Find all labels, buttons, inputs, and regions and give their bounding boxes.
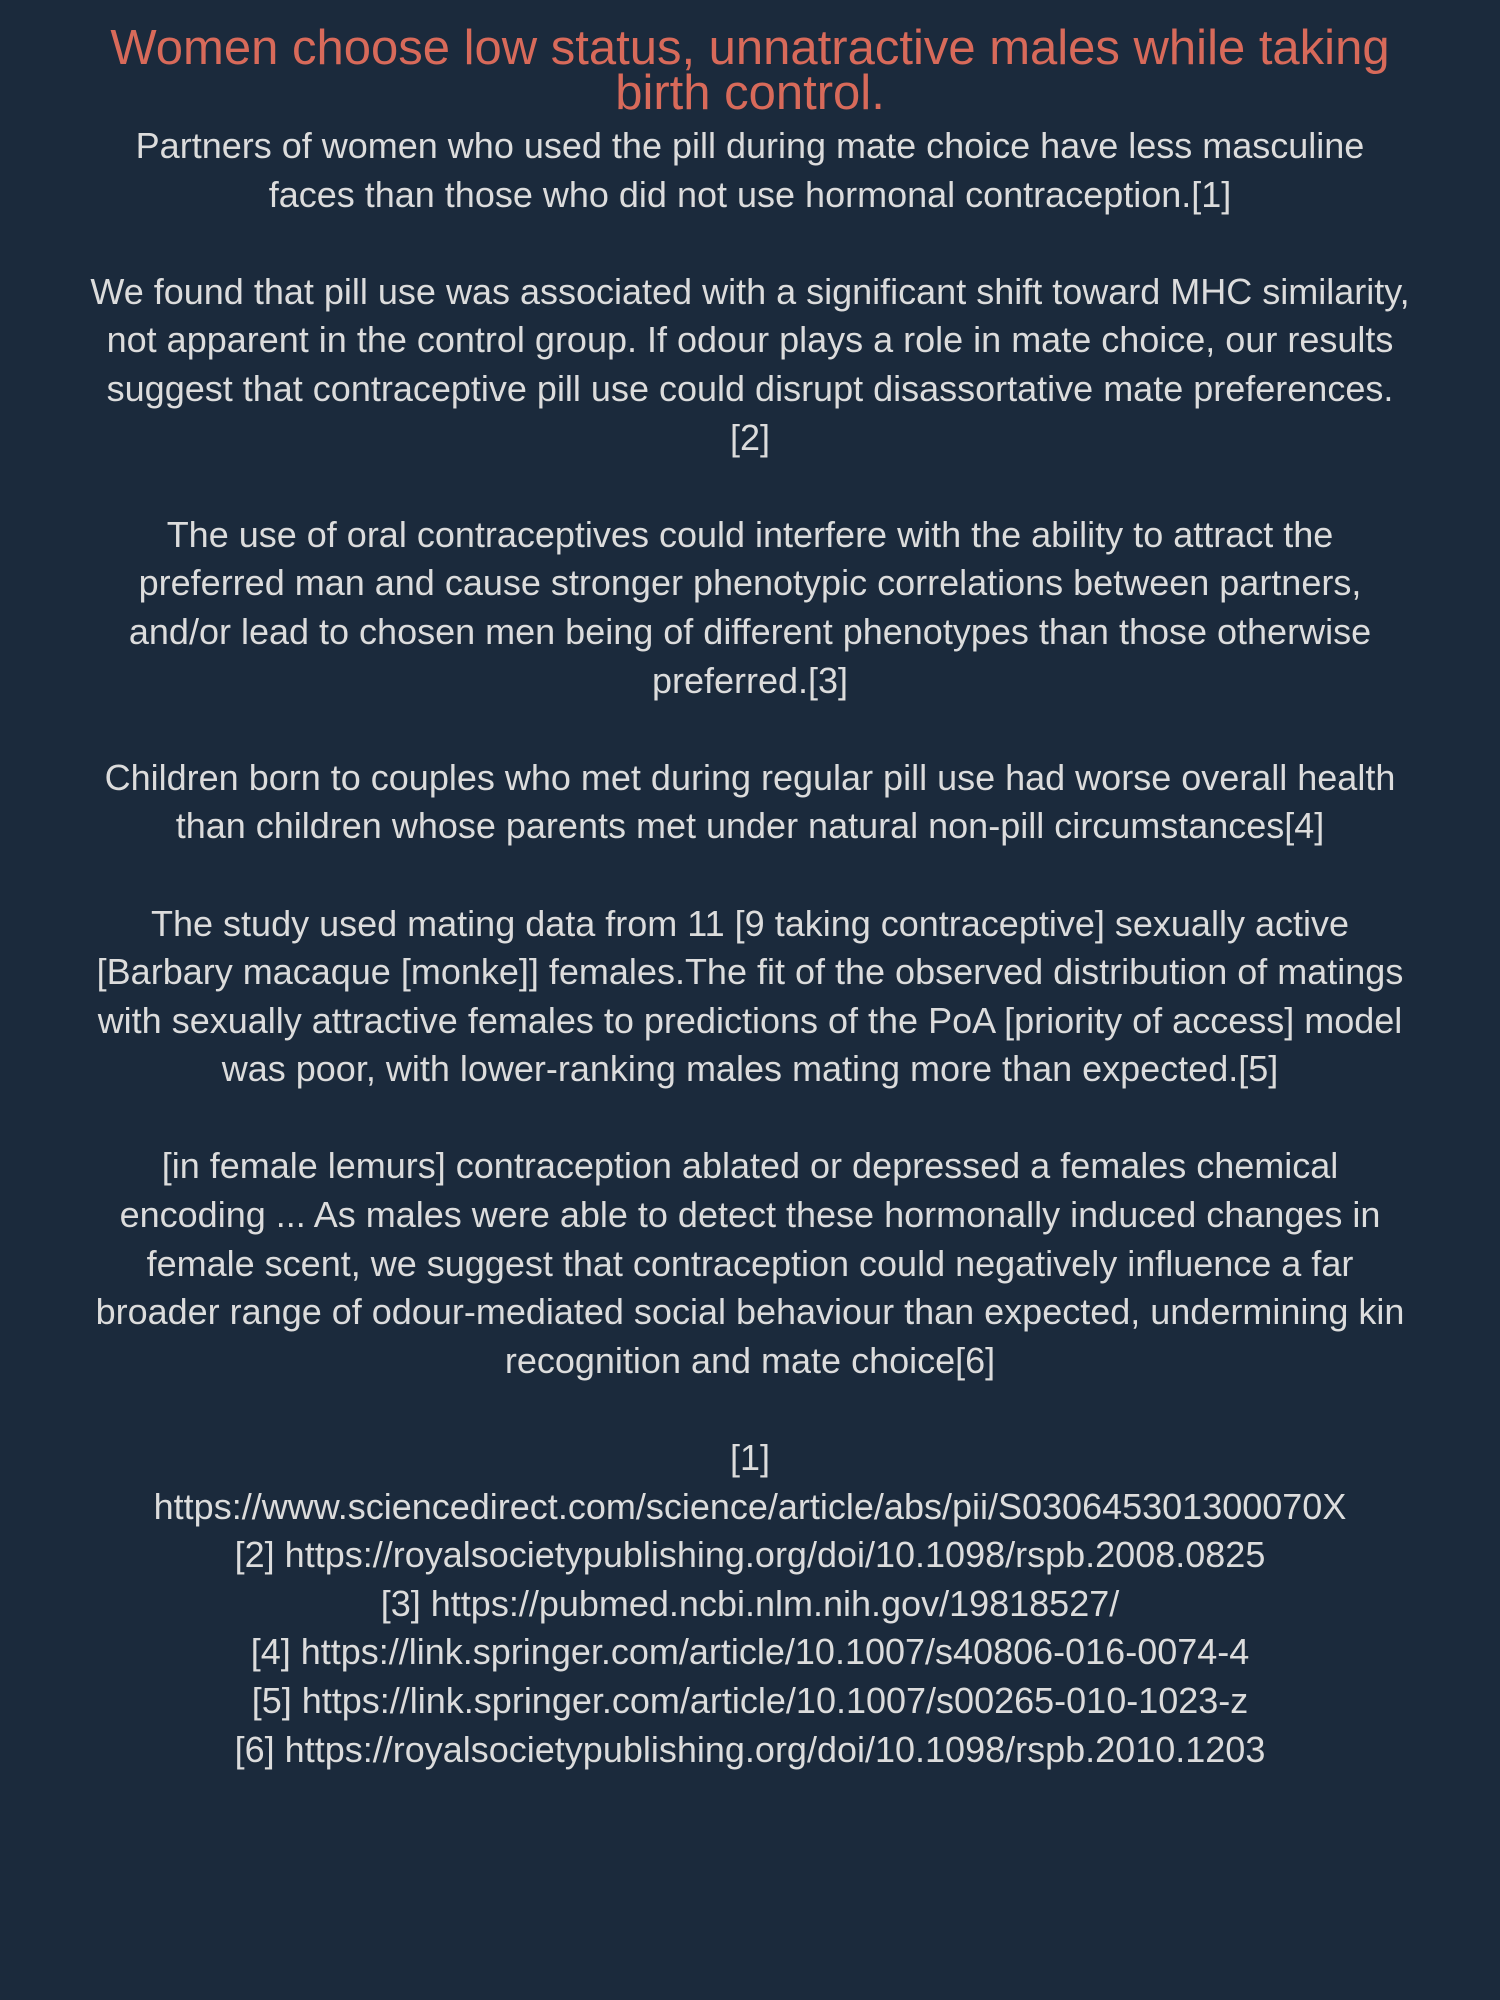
paragraph-3: The use of oral contraceptives could interfere with the ability to attract the preferred man and cause stronger phenotypic correlations between partners, and/or lead to chosen men being of different phenotypes than those otherwise preferred.[3] [128,513,1372,701]
reference-3-link[interactable]: [3] https://pubmed.ncbi.nlm.nih.gov/19818527/ [380,1582,1120,1624]
references-list [90,1434,1410,1774]
reference-2-link[interactable]: [2] https://royalsocietypublishing.org/doi/10.1098/rspb.2008.0825 [234,1534,1266,1576]
reference-1-label: [1] [729,1437,771,1479]
paragraph-5: The study used mating data from 11 [9 taking contraceptive] sexually active [Barbary macaque [monke]] females.The fit of the observed distribution of matings with sexually attractive females to predictions of the PoA [priority of access] model was poor, with lower-ranking males mating more than expected.[5] [96,902,1404,1090]
paragraph-4: Children born to couples who met during regular pill use had worse overall health than children whose parents met under natural non-pill circumstances[4] [104,756,1396,847]
reference-1-link[interactable]: https://www.sciencedirect.com/science/article/abs/pii/S030645301300070X [153,1485,1347,1527]
page-title: Women choose low status, unnatractive males while taking birth control. [110,21,1390,120]
reference-6-link[interactable]: [6] https://royalsocietypublishing.org/doi/10.1098/rspb.2010.1203 [234,1728,1266,1770]
paragraph-6: [in female lemurs] contraception ablated or depressed a females chemical encoding ... As males were able to detect these hormonally induced changes in female scent, we suggest that contraception could negatively influence a far broader range of odour-mediated social behaviour than expected, undermining kin recognition and mate choice[6] [95,1145,1405,1381]
body-text [90,122,1410,1385]
reference-5-link[interactable]: [5] https://link.springer.com/article/10.1007/s00265-010-1023-z [251,1680,1249,1721]
paragraph-2: We found that pill use was associated with a significant shift toward MHC similarity, not apparent in the control group. If odour plays a role in mate choice, our results suggest that contraceptive pill use could disrupt disassortative mate preferences.[2] [90,270,1410,458]
reference-4-link[interactable]: [4] https://link.springer.com/article/10.1007/s40806-016-0074-4 [250,1631,1250,1673]
paragraph-1: Partners of women who used the pill during mate choice have less masculine faces than those who did not use hormonal contraception.[1] [135,125,1365,215]
